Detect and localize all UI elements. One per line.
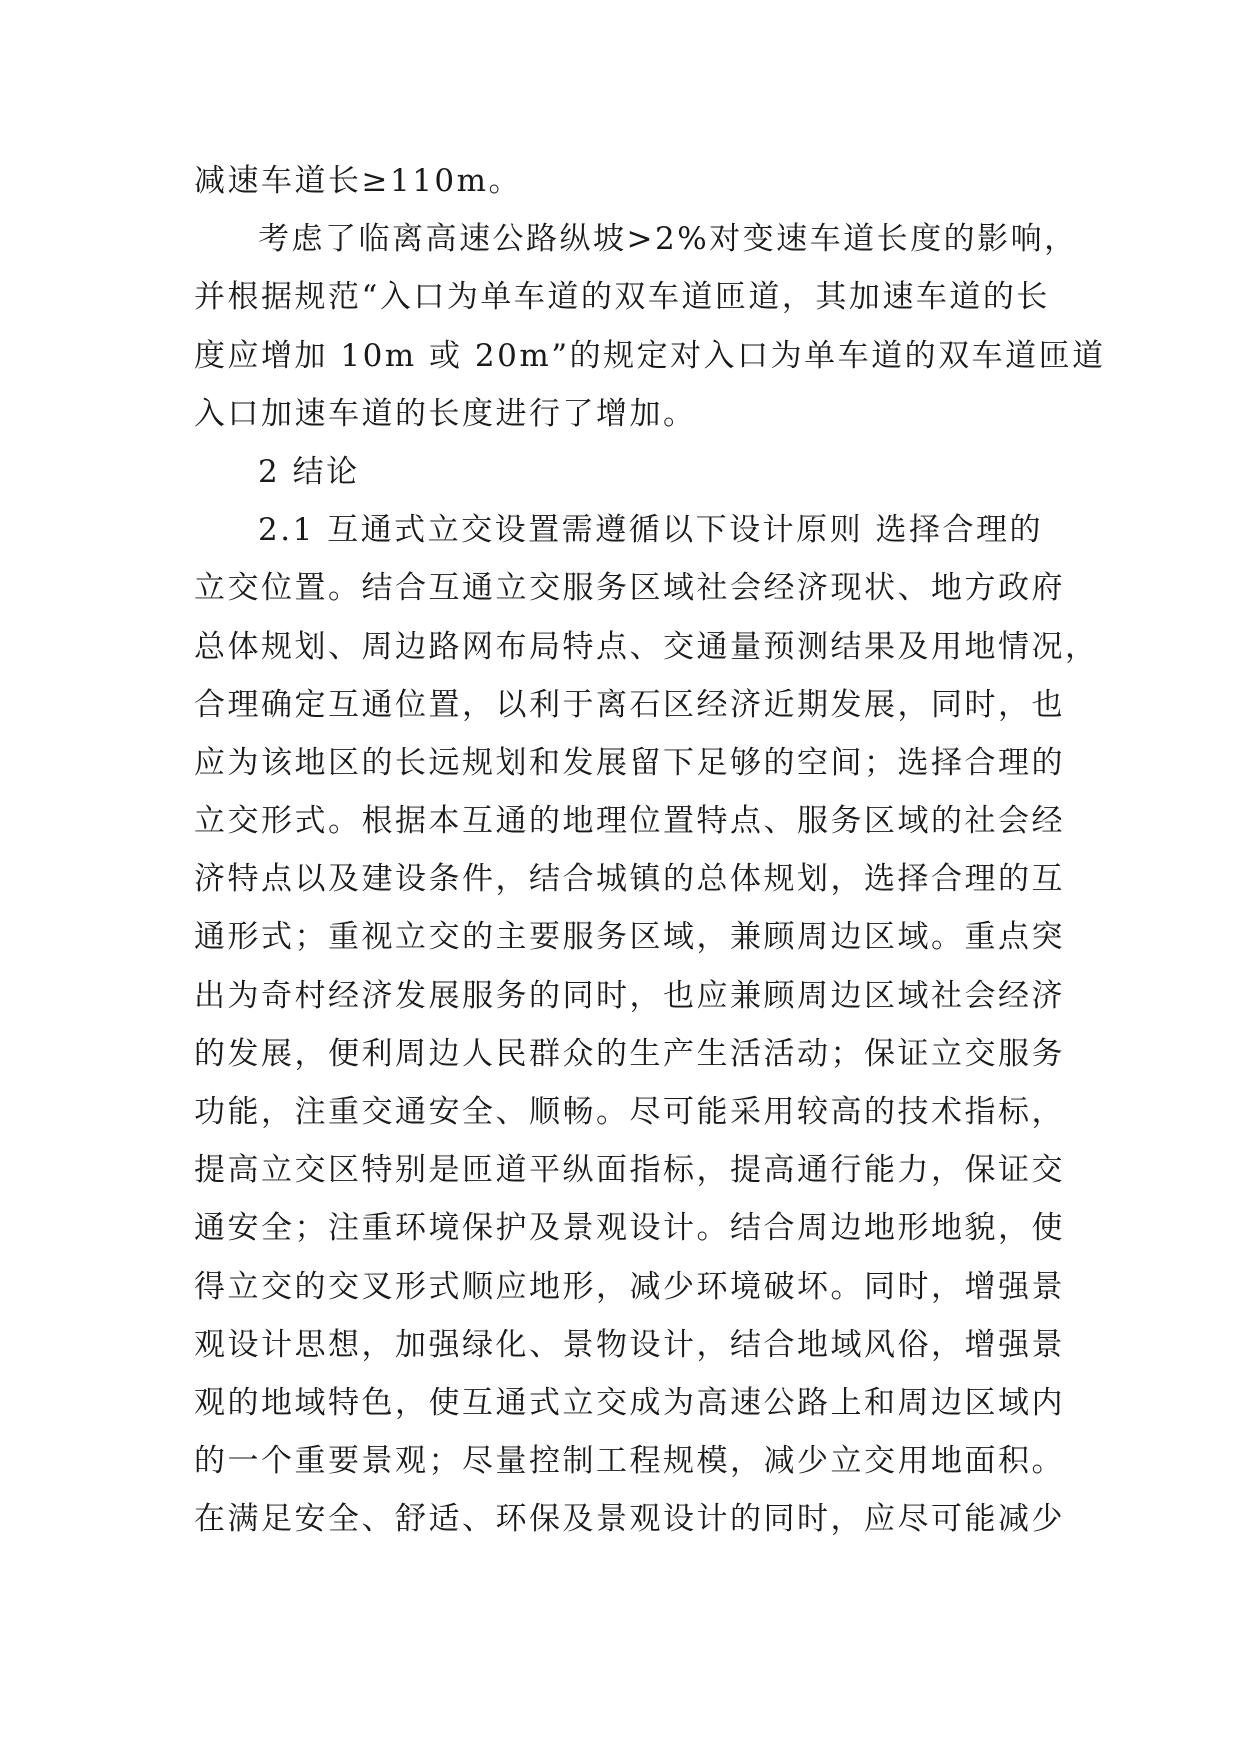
text-line-12: 立交形式。根据本互通的地理位置特点、服务区域的社会经 (194, 803, 1065, 840)
text-line-22: 观的地域特色，使互通式立交成为高速公路上和周边区域内 (194, 1384, 1065, 1421)
text-line-17: 功能，注重交通安全、顺畅。尽可能采用较高的技术指标， (194, 1094, 1065, 1130)
text-line-24: 在满足安全、舒适、环保及景观设计的同时，应尽可能减少 (194, 1501, 1065, 1538)
text-line-23: 的一个重要景观；尽量控制工程规模，减少立交用地面积。 (194, 1443, 1065, 1480)
text-line-20: 得立交的交叉形式顺应地形，减少环境破坏。同时，增强景 (194, 1268, 1065, 1305)
text-line-10: 合理确定互通位置，以利于离石区经济近期发展，同时，也 (194, 686, 1065, 723)
text-line-4: 度应增加 10m 或 20m”的规定对入口为单车道的双车道匝道 (194, 337, 1106, 374)
body-text (194, 152, 1106, 1549)
text-line-14: 通形式；重视立交的主要服务区域，兼顾周边区域。重点突 (194, 919, 1065, 956)
text-line-11: 应为该地区的长远规划和发展留下足够的空间；选择合理的 (194, 744, 1065, 781)
text-line-7: 2.1 互通式立交设置需遵循以下设计原则 选择合理的 (258, 512, 1044, 549)
text-line-15: 出为奇村经济发展服务的同时，也应兼顾周边区域社会经济 (194, 977, 1065, 1014)
text-line-18: 提高立交区特别是匝道平纵面指标，提高通行能力，保证交 (194, 1152, 1065, 1189)
text-line-8: 立交位置。结合互通立交服务区域社会经济现状、地方政府 (194, 570, 1065, 607)
text-line-2: 考虑了临离高速公路纵坡>2%对变速车道长度的影响， (258, 221, 1078, 258)
text-line-5: 入口加速车道的长度进行了增加。 (194, 395, 697, 432)
text-line-9: 总体规划、周边路网布局特点、交通量预测结果及用地情况， (194, 628, 1099, 665)
text-line-21: 观设计思想，加强绿化、景物设计，结合地域风俗，增强景 (194, 1326, 1065, 1363)
text-line-3: 并根据规范“入口为单车道的双车道匝道，其加速车道的长 (194, 279, 1050, 316)
section-heading: 2 结论 (258, 453, 360, 490)
text-line-16: 的发展，便利周边人民群众的生产生活活动；保证立交服务 (194, 1035, 1065, 1072)
text-line-19: 通安全；注重环境保护及景观设计。结合周边地形地貌，使 (194, 1210, 1065, 1247)
text-line-13: 济特点以及建设条件，结合城镇的总体规划，选择合理的互 (194, 861, 1065, 898)
text-line-1: 减速车道长≥110m。 (194, 163, 523, 199)
